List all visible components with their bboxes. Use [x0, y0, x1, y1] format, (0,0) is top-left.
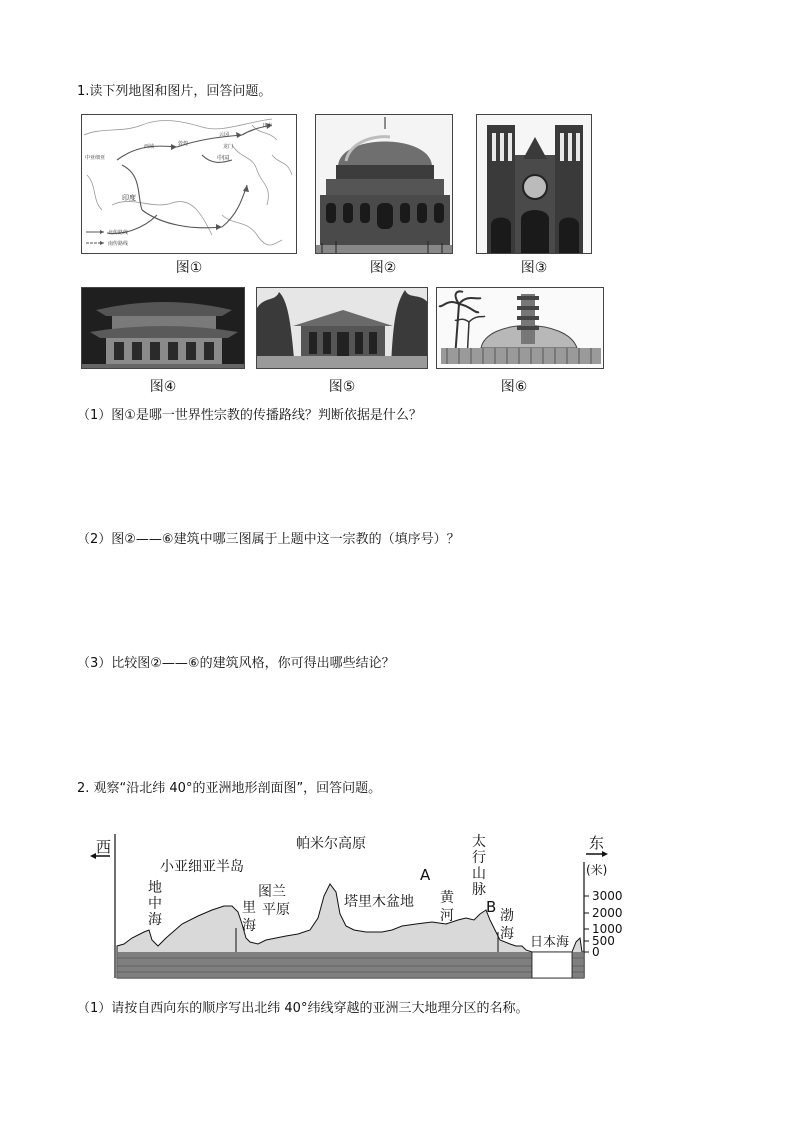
elevation-tick-label: 3000 — [592, 889, 623, 903]
caption-figure-4: 图④ — [149, 379, 177, 395]
question-1-part-3: （3）比较图②——⑥的建筑风格，你可得出哪些结论？ — [77, 656, 395, 671]
legend-north-route: 北传路线 — [108, 230, 129, 236]
terrain-profile-svg — [86, 826, 626, 982]
elevation-unit: (米) — [586, 863, 608, 877]
label-point-a: A — [420, 866, 431, 884]
direction-west: 西 — [96, 838, 112, 856]
label-bohai-2: 海 — [500, 926, 514, 942]
label-mediterranean-2: 中 — [148, 896, 162, 912]
legend-south-route: 南传路线 — [108, 241, 129, 247]
elevation-tick-label: 2000 — [592, 906, 623, 920]
west-arrow-icon — [90, 853, 96, 859]
label-taihang-2: 行 — [472, 850, 486, 866]
label-pamir: 帕米尔高原 — [296, 836, 366, 852]
label-caspian-1: 里 — [242, 900, 256, 916]
caption-figure-5: 图⑤ — [328, 379, 356, 395]
label-mediterranean-3: 海 — [148, 912, 162, 928]
label-taihang-3: 山 — [472, 866, 486, 882]
question-2-part-1: （1）请按自西向东的顺序写出北纬 40°纬线穿越的亚洲三大地理分区的名称。 — [77, 1001, 529, 1016]
caption-figure-1: 图① — [175, 260, 203, 276]
figure-4-chinese-temple — [81, 287, 245, 369]
stupa-svg — [437, 288, 604, 369]
dome-building-svg — [316, 115, 453, 254]
label-yellow-river-1: 黄 — [440, 890, 454, 906]
label-yellow-river-2: 河 — [440, 908, 454, 924]
east-arrow-icon — [602, 851, 608, 857]
question-2-title: 2. 观察“沿北纬 40°的亚洲地形剖面图”，回答问题。 — [77, 781, 382, 796]
caption-figure-3: 图③ — [520, 260, 548, 276]
figure-1-spread-map — [81, 114, 297, 254]
elevation-tick-label: 0 — [592, 945, 600, 959]
map-label-riben: 日本 — [262, 123, 273, 129]
map-label-longmen: 龙门 — [223, 144, 234, 150]
label-taihang-4: 脉 — [472, 882, 486, 898]
caption-figure-6: 图⑥ — [500, 379, 528, 395]
map-label-xiyu: 西域 — [144, 144, 155, 150]
map-label-zhongguo: 中国 — [217, 155, 230, 162]
label-tarim: 塔里木盆地 — [344, 894, 414, 910]
label-mediterranean-1: 地 — [148, 880, 162, 896]
label-point-b: B — [486, 898, 497, 916]
figure-6-stupa — [436, 287, 604, 369]
label-turan-2: 平原 — [262, 902, 290, 918]
map-label-dunhuang: 敦煌 — [178, 141, 189, 147]
cathedral-svg — [477, 115, 592, 254]
elevation-tick-label: 500 — [592, 934, 615, 948]
temple-svg — [82, 288, 245, 369]
label-turan-1: 图兰 — [258, 884, 286, 900]
map-label-zhongya: 中亚细亚 — [85, 155, 106, 161]
question-1-part-1: （1）图①是哪一世界性宗教的传播路线？判断依据是什么？ — [77, 408, 422, 423]
label-bohai-1: 渤 — [500, 908, 514, 924]
map-label-india: 印度 — [122, 194, 136, 202]
figure-5-temple-hall — [256, 287, 428, 369]
direction-east: 东 — [589, 834, 605, 852]
figure-3-gothic-cathedral — [476, 114, 592, 254]
question-1-part-2: （2）图②——⑥建筑中哪三图属于上题中这一宗教的（填序号）？ — [77, 532, 460, 547]
figure-2-dome-of-the-rock — [315, 114, 453, 254]
label-asia-minor: 小亚细亚半岛 — [160, 859, 244, 875]
question-1-title: 1.读下列地图和图片，回答问题。 — [77, 84, 272, 99]
elevation-scale — [584, 889, 623, 959]
label-caspian-2: 海 — [242, 918, 256, 934]
caption-figure-2: 图② — [369, 260, 397, 276]
map-label-yungang: 云冈 — [219, 132, 230, 138]
label-sea-of-japan: 日本海 — [530, 935, 570, 950]
hall-svg — [257, 288, 428, 369]
terrain-profile-figure — [86, 826, 626, 982]
spread-map-svg — [82, 115, 297, 254]
elevation-tick-label: 1000 — [592, 922, 623, 936]
label-taihang-1: 太 — [472, 834, 486, 850]
